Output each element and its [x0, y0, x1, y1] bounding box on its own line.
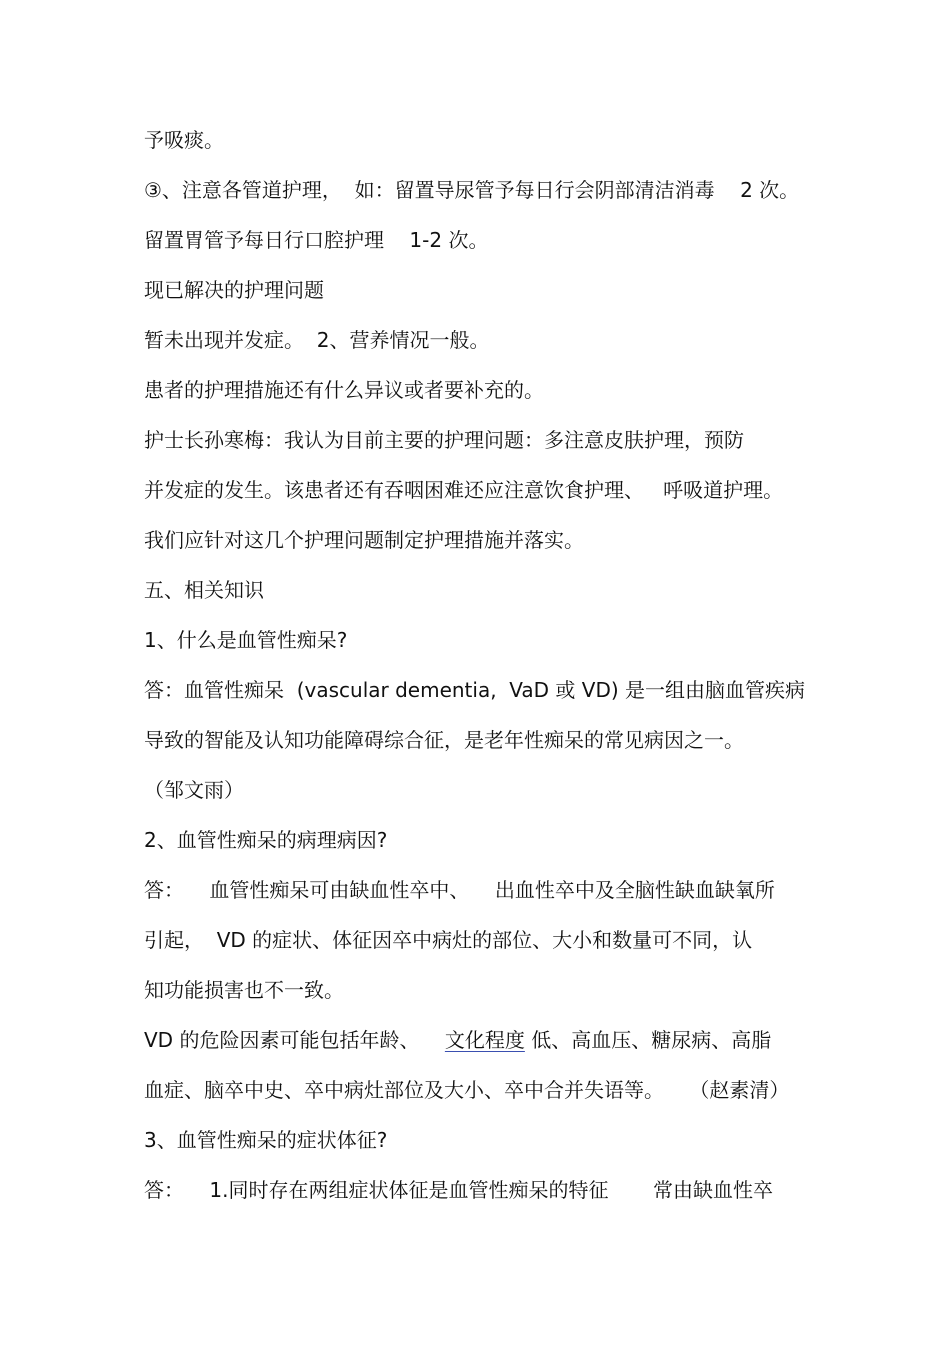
risk-factors-line — [144, 1026, 771, 1054]
author-credit: （邹文雨） — [144, 778, 244, 802]
answer-line: 血症、脑卒中史、卒中病灶部位及大小、卒中合并失语等。 （赵素清） — [144, 1078, 790, 1102]
text-line: 暂未出现并发症。 2、营养情况一般。 — [144, 328, 490, 352]
text-line: 并发症的发生。该患者还有吞咽困难还应注意饮食护理、 呼吸道护理。 — [144, 478, 784, 502]
text-line: 留置胃管予每日行口腔护理 1-2 次。 — [144, 228, 489, 252]
answer-line: 知功能损害也不一致。 — [144, 978, 344, 1002]
section-heading: 五、相关知识 — [144, 578, 264, 602]
answer-line: 答： 血管性痴呆可由缺血性卒中、 出血性卒中及全脑性缺血缺氧所 — [144, 878, 775, 902]
answer-line: 答： 1.同时存在两组症状体征是血管性痴呆的特征 常由缺血性卒 — [144, 1178, 774, 1202]
text-line: 我们应针对这几个护理问题制定护理措施并落实。 — [144, 528, 584, 552]
text-line: ③、注意各管道护理， 如：留置导尿管予每日行会阴部清洁消毒 2 次。 — [144, 178, 800, 202]
question-heading: 1、什么是血管性痴呆? — [144, 628, 348, 652]
section-heading: 现已解决的护理问题 — [144, 278, 324, 302]
answer-line: 答：血管性痴呆 (vascular dementia, VaD 或 VD) 是一组由脑血管疾病 — [144, 678, 806, 702]
question-heading: 2、血管性痴呆的病理病因? — [144, 828, 388, 852]
text-line: 护士长孙寒梅：我认为目前主要的护理问题：多注意皮肤护理，预防 — [144, 428, 744, 452]
text-segment: VD 的危险因素可能包括年龄、 — [144, 1028, 445, 1052]
text-line: 患者的护理措施还有什么异议或者要补充的。 — [144, 378, 544, 402]
answer-line: 引起， VD 的症状、体征因卒中病灶的部位、大小和数量可不同，认 — [144, 928, 753, 952]
text-line: 予吸痰。 — [144, 128, 224, 152]
education-level-link[interactable]: 文化程度 — [444, 1028, 525, 1052]
text-segment: 低、高血压、糖尿病、高脂 — [524, 1028, 772, 1052]
answer-line: 导致的智能及认知功能障碍综合征，是老年性痴呆的常见病因之一。 — [144, 728, 744, 752]
question-heading: 3、血管性痴呆的症状体征? — [144, 1128, 388, 1152]
